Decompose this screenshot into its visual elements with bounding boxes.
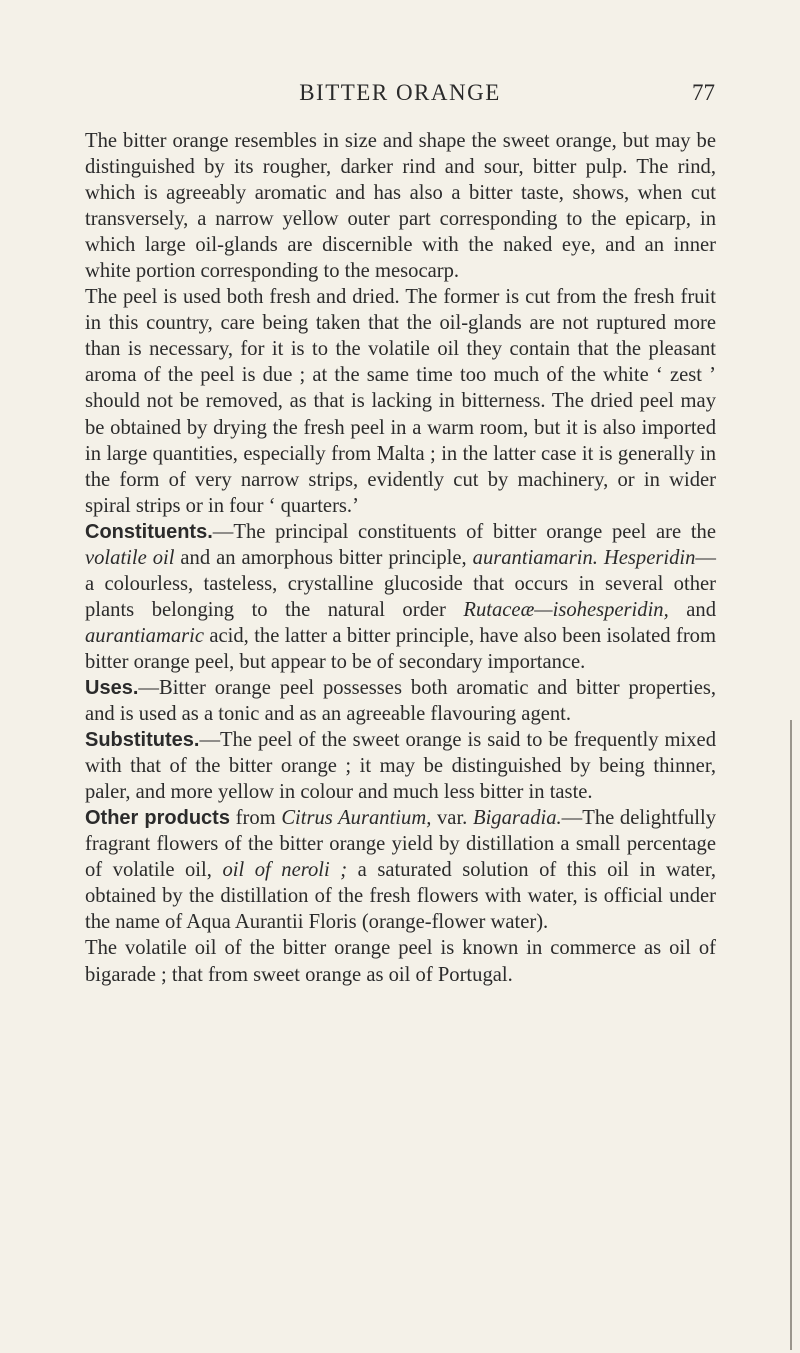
text-run: —The principal constituents of bitter orange peel are the — [212, 520, 716, 543]
running-head: BITTER ORANGE — [299, 80, 501, 105]
text-run: a saturated solution of this oil in water, obtained by the distillation of the fresh flowers with water, is official under the name of Aqua Aurantii Floris (orange-flower water). — [85, 859, 717, 934]
text-run: from — [229, 807, 282, 830]
page-number: 77 — [692, 80, 715, 105]
text-run: —The peel of the sweet orange is said to be frequently mixed with that of the bitter orange ; it may be distinguished by being thinner, paler, and more yellow in colour and much less bitter in taste. — [85, 729, 716, 804]
italic-run: oil of neroli ; — [222, 859, 348, 882]
text-run: var. — [431, 807, 473, 830]
page-edge-line — [790, 720, 792, 1350]
page-header — [0, 80, 800, 110]
section-heading-substitutes: Substitutes. — [85, 729, 200, 752]
italic-run: Rutaceæ—isohesperidin, — [463, 598, 669, 621]
paragraph-other-products — [85, 805, 716, 935]
text-run: —Bitter orange peel possesses both aromatic and bitter properties, and is used as a tonic and as an agreeable flavouring agent. — [85, 676, 716, 726]
section-heading-constituents: Constituents. — [85, 520, 213, 543]
section-heading-uses: Uses. — [85, 676, 139, 699]
paragraph-uses — [85, 675, 716, 727]
paragraph-volatile-oil: The volatile oil of the bitter orange peel is known in commerce as oil of bigarade ; that from sweet orange as oil of Portugal. — [85, 937, 716, 986]
text-run: —a colourless, tasteless, crystalline glucoside that occurs in several other plants belonging to the natural order — [85, 546, 716, 621]
paragraph-description: The bitter orange resembles in size and shape the sweet orange, but may be distinguished by its rougher, darker rind and sour, bitter pulp. The rind, which is agreeably aromatic and has also a bitter taste, shows, when cut transversely, a narrow yellow outer part corresponding to the epicarp, in which large oil-glands are discernible with the naked eye, and an inner white portion corresponding to the mesocarp. — [85, 130, 716, 283]
italic-run: Bigaradia. — [472, 807, 562, 830]
text-run: —The delightfully fragrant flowers of the bitter orange yield by distillation a small percentage of volatile oil, — [85, 807, 717, 882]
paragraph-peel: The peel is used both fresh and dried. The former is cut from the fresh fruit in this country, care being taken that the oil-glands are not ruptured more than is necessary, for it is to the volatile oil they contain that the pleasant aroma of the peel is due ; at the same time too much of the white ‘ zest ’ should not be removed, as that is lacking in bitterness. The dried peel may be obtained by drying the fresh peel in a warm room, but it is also imported in large quantities, especially from Malta ; in the latter case it is generally in the form of very narrow strips, evidently cut by machinery, or in wider spiral strips or in four ‘ quarters.’ — [85, 286, 716, 517]
text-run: acid, the latter a bitter principle, have also been isolated from bitter orange peel, but appear to be of secondary importance. — [85, 624, 716, 673]
section-heading-other-products: Other products — [85, 807, 230, 830]
italic-run: volatile oil — [85, 546, 175, 569]
text-run: and — [668, 598, 716, 621]
paragraph-constituents — [85, 519, 716, 675]
text-run: and an amorphous bitter principle, — [174, 546, 473, 569]
paragraph-substitutes — [85, 727, 716, 805]
italic-run: Citrus Aurantium, — [281, 807, 432, 830]
italic-run: aurantiamarin. Hesperidin — [472, 546, 696, 569]
italic-run: aurantiamaric — [85, 624, 204, 647]
body-text — [85, 128, 716, 988]
